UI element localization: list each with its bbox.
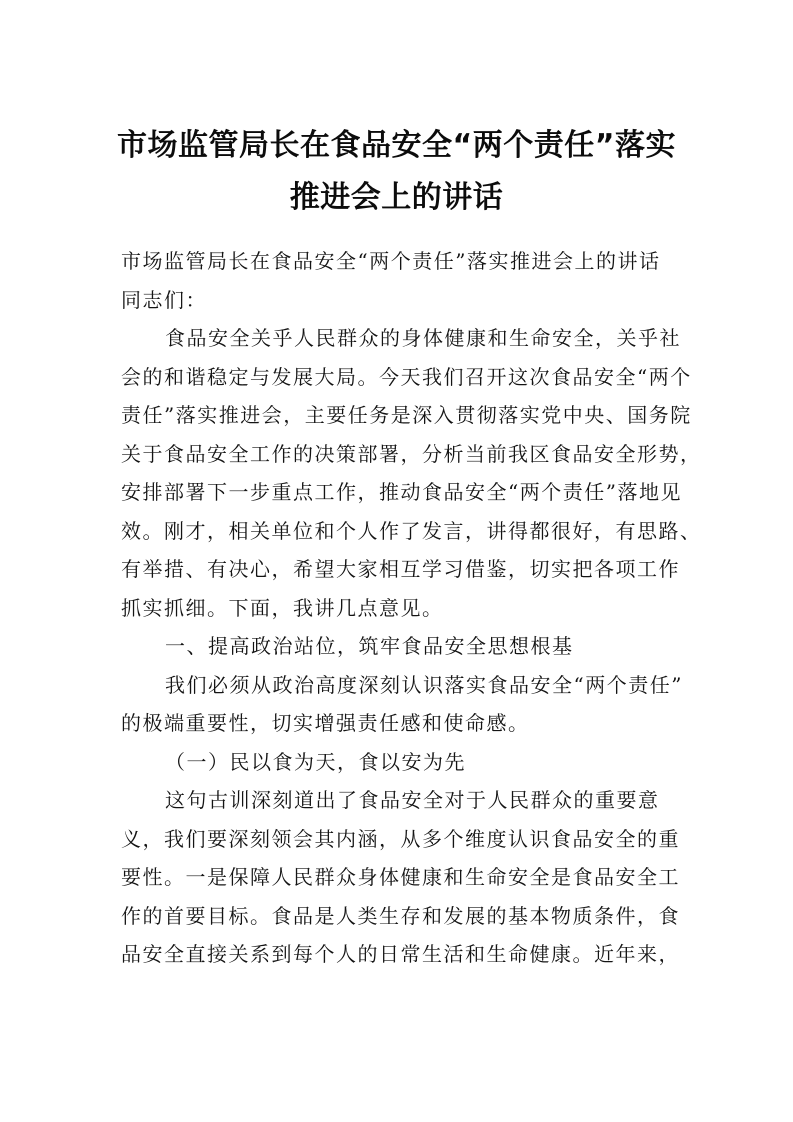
body-line: 品安全直接关系到每个人的日常生活和生命健康。近年来，	[121, 942, 680, 966]
body-line: 关于食品安全工作的决策部署，分析当前我区食品安全形势，	[121, 441, 702, 466]
body-line: 会的和谐稳定与发展大局。今天我们召开这次食品安全“两个	[121, 364, 692, 389]
title-line-1: 市场监管局长在食品安全“两个责任”落实	[117, 128, 676, 163]
subsection-heading: （一）民以食为天，食以安为先	[165, 749, 466, 774]
title-line-2: 推进会上的讲话	[289, 180, 504, 215]
body-line: 抓实抓细。下面，我讲几点意见。	[121, 595, 444, 620]
body-line: 义，我们要深刻领会其内涵，从多个维度认识食品安全的重	[121, 826, 680, 851]
body-line: 效。刚才，相关单位和个人作了发言，讲得都很好，有思路、	[121, 518, 702, 543]
document-body	[121, 242, 702, 974]
body-line: 的极端重要性，切实增强责任感和使命感。	[121, 711, 530, 735]
body-line: 作的首要目标。食品是人类生存和发展的基本物质条件，食	[121, 903, 680, 928]
document-title	[0, 120, 793, 224]
body-line: 食品安全关乎人民群众的身体健康和生命安全，关乎社	[165, 326, 681, 350]
body-line: 这句古训深刻道出了食品安全对于人民群众的重要意	[165, 788, 660, 812]
body-line-salutation: 同志们：	[121, 287, 207, 312]
body-line: 安排部署下一步重点工作，推动食品安全“两个责任”落地见	[121, 480, 682, 504]
section-heading: 一、提高政治站位，筑牢食品安全思想根基	[165, 634, 574, 658]
body-line: 有举措、有决心，希望大家相互学习借鉴，切实把各项工作	[121, 557, 680, 581]
body-line: 责任”落实推进会，主要任务是深入贯彻落实党中央、国务院	[121, 403, 692, 427]
body-line-subtitle: 市场监管局长在食品安全“两个责任”落实推进会上的讲话	[121, 249, 661, 273]
body-line: 我们必须从政治高度深刻认识落实食品安全“两个责任”	[165, 672, 683, 697]
body-line: 要性。一是保障人民群众身体健康和生命安全是食品安全工	[121, 865, 680, 889]
